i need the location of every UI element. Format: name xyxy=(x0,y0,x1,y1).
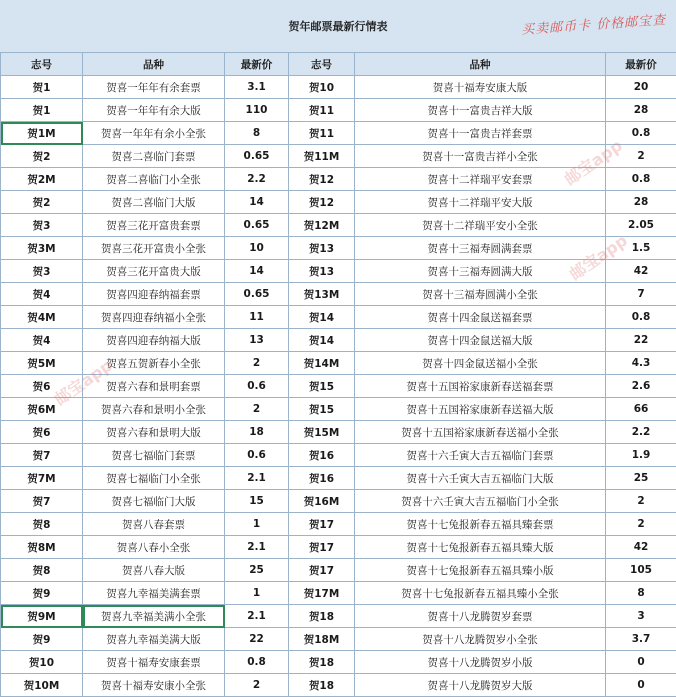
stamp-variety-cell: 贺喜九幸福美满套票 xyxy=(83,582,225,605)
table-body xyxy=(1,76,676,697)
price-cell: 110 xyxy=(225,99,289,122)
stamp-variety-cell: 贺喜九幸福美满小全张 xyxy=(83,605,225,628)
stamp-variety-cell: 贺喜一年年有余套票 xyxy=(83,76,225,99)
watermark: 邮宝app xyxy=(559,133,626,190)
stamp-code-cell: 贺8 xyxy=(1,559,83,582)
stamp-variety-cell: 贺喜十八龙腾贺岁套票 xyxy=(355,605,606,628)
price-cell: 2.2 xyxy=(606,421,676,444)
table-row xyxy=(1,513,676,536)
price-cell: 2 xyxy=(225,674,289,697)
price-cell: 0.65 xyxy=(225,214,289,237)
stamp-variety-cell: 贺喜七福临门小全张 xyxy=(83,467,225,490)
stamp-variety-cell: 贺喜十二祥瑞平安大版 xyxy=(355,191,606,214)
price-cell: 2 xyxy=(606,513,676,536)
price-cell: 0.65 xyxy=(225,145,289,168)
price-cell: 66 xyxy=(606,398,676,421)
price-cell: 1.9 xyxy=(606,444,676,467)
stamp-code-cell: 贺13M xyxy=(289,283,355,306)
stamp-code-cell: 贺12M xyxy=(289,214,355,237)
stamp-code-cell: 贺18 xyxy=(289,651,355,674)
stamp-variety-cell: 贺喜四迎春纳福小全张 xyxy=(83,306,225,329)
table-row xyxy=(1,122,676,145)
stamp-variety-cell: 贺喜十二祥瑞平安套票 xyxy=(355,168,606,191)
stamp-variety-cell: 贺喜八春套票 xyxy=(83,513,225,536)
price-cell: 25 xyxy=(225,559,289,582)
stamp-code-cell: 贺7M xyxy=(1,467,83,490)
price-cell: 14 xyxy=(225,191,289,214)
stamp-variety-cell: 贺喜六春和景明套票 xyxy=(83,375,225,398)
stamp-variety-cell: 贺喜十七兔报新春五福具臻小全张 xyxy=(355,582,606,605)
stamp-code-cell: 贺15 xyxy=(289,375,355,398)
stamp-variety-cell: 贺喜十六壬寅大吉五福临门小全张 xyxy=(355,490,606,513)
stamp-code-cell: 贺15 xyxy=(289,398,355,421)
stamp-code-cell: 贺14 xyxy=(289,306,355,329)
stamp-variety-cell: 贺喜十一富贵吉祥小全张 xyxy=(355,145,606,168)
stamp-variety-cell: 贺喜十二祥瑞平安小全张 xyxy=(355,214,606,237)
table-row xyxy=(1,490,676,513)
price-header: 最新价 xyxy=(225,53,289,76)
stamp-variety-cell: 贺喜十八龙腾贺岁小版 xyxy=(355,651,606,674)
stamp-code-cell: 贺11 xyxy=(289,99,355,122)
stamp-variety-cell: 贺喜十一富贵吉祥大版 xyxy=(355,99,606,122)
stamp-variety-cell: 贺喜十四金鼠送福小全张 xyxy=(355,352,606,375)
price-cell: 22 xyxy=(606,329,676,352)
watermark: 邮宝app xyxy=(49,353,116,410)
table-row xyxy=(1,237,676,260)
stamp-code-cell: 贺17 xyxy=(289,513,355,536)
stamp-code-cell: 贺7 xyxy=(1,444,83,467)
stamp-code-cell: 贺4 xyxy=(1,283,83,306)
price-cell: 0 xyxy=(606,674,676,697)
price-cell: 28 xyxy=(606,191,676,214)
price-cell: 22 xyxy=(225,628,289,651)
table-row xyxy=(1,99,676,122)
price-cell: 0 xyxy=(606,651,676,674)
stamp-variety-cell: 贺喜六春和景明小全张 xyxy=(83,398,225,421)
table-row xyxy=(1,582,676,605)
stamp-variety-cell: 贺喜七福临门套票 xyxy=(83,444,225,467)
stamp-variety-cell: 贺喜十福寿安康套票 xyxy=(83,651,225,674)
price-cell: 20 xyxy=(606,76,676,99)
price-table xyxy=(0,52,676,697)
table-row xyxy=(1,76,676,99)
stamp-variety-cell: 贺喜八春大版 xyxy=(83,559,225,582)
stamp-code-cell: 贺17 xyxy=(289,559,355,582)
stamp-code-cell: 贺9 xyxy=(1,582,83,605)
table-row xyxy=(1,651,676,674)
stamp-code-cell: 贺10 xyxy=(289,76,355,99)
price-cell: 2.6 xyxy=(606,375,676,398)
stamp-variety-cell: 贺喜十五国裕家康新春送福小全张 xyxy=(355,421,606,444)
table-row xyxy=(1,352,676,375)
stamp-variety-cell: 贺喜十六壬寅大吉五福临门大版 xyxy=(355,467,606,490)
stamp-code-cell: 贺18 xyxy=(289,605,355,628)
price-cell: 3.1 xyxy=(225,76,289,99)
stamp-variety-cell: 贺喜十五国裕家康新春送福大版 xyxy=(355,398,606,421)
price-cell: 2.1 xyxy=(225,536,289,559)
stamp-variety-cell: 贺喜十七兔报新春五福具臻套票 xyxy=(355,513,606,536)
stamp-code-cell: 贺2M xyxy=(1,168,83,191)
price-cell: 8 xyxy=(606,582,676,605)
price-cell: 105 xyxy=(606,559,676,582)
price-cell: 2.2 xyxy=(225,168,289,191)
stamp-variety-cell: 贺喜二喜临门小全张 xyxy=(83,168,225,191)
title-row xyxy=(0,0,676,53)
stamp-code-cell: 贺9M xyxy=(1,605,83,628)
table-row xyxy=(1,467,676,490)
stamp-variety-cell: 贺喜十三福寿圆满大版 xyxy=(355,260,606,283)
stamp-variety-cell: 贺喜四迎春纳福大版 xyxy=(83,329,225,352)
table-row xyxy=(1,260,676,283)
stamp-variety-cell: 贺喜十三福寿圆满小全张 xyxy=(355,283,606,306)
stamp-variety-cell: 贺喜一年年有余小全张 xyxy=(83,122,225,145)
table-row xyxy=(1,674,676,697)
watermark: 邮宝app xyxy=(564,228,631,285)
price-cell: 0.8 xyxy=(606,168,676,191)
price-cell: 2.1 xyxy=(225,467,289,490)
code-header: 志号 xyxy=(289,53,355,76)
variety-header: 品种 xyxy=(83,53,225,76)
stamp-variety-cell: 贺喜二喜临门套票 xyxy=(83,145,225,168)
stamp-code-cell: 贺5M xyxy=(1,352,83,375)
stamp-code-cell: 贺10 xyxy=(1,651,83,674)
table-row xyxy=(1,421,676,444)
stamp-variety-cell: 贺喜十八龙腾贺岁小全张 xyxy=(355,628,606,651)
price-cell: 0.6 xyxy=(225,375,289,398)
stamp-variety-cell: 贺喜二喜临门大版 xyxy=(83,191,225,214)
stamp-code-cell: 贺15M xyxy=(289,421,355,444)
stamp-variety-cell: 贺喜九幸福美满大版 xyxy=(83,628,225,651)
price-cell: 3 xyxy=(606,605,676,628)
stamp-variety-cell: 贺喜七福临门大版 xyxy=(83,490,225,513)
price-cell: 15 xyxy=(225,490,289,513)
stamp-variety-cell: 贺喜十六壬寅大吉五福临门套票 xyxy=(355,444,606,467)
price-cell: 1 xyxy=(225,582,289,605)
stamp-code-cell: 贺3 xyxy=(1,260,83,283)
table-row xyxy=(1,329,676,352)
stamp-code-cell: 贺6 xyxy=(1,421,83,444)
stamp-code-cell: 贺13 xyxy=(289,260,355,283)
stamp-code-cell: 贺11 xyxy=(289,122,355,145)
table-row xyxy=(1,605,676,628)
stamp-code-cell: 贺2 xyxy=(1,145,83,168)
stamp-code-cell: 贺6 xyxy=(1,375,83,398)
stamp-variety-cell: 贺喜十三福寿圆满套票 xyxy=(355,237,606,260)
stamp-variety-cell: 贺喜十一富贵吉祥套票 xyxy=(355,122,606,145)
stamp-code-cell: 贺16 xyxy=(289,444,355,467)
table-row xyxy=(1,283,676,306)
stamp-variety-cell: 贺喜三花开富贵大版 xyxy=(83,260,225,283)
price-cell: 0.8 xyxy=(606,122,676,145)
price-cell: 0.65 xyxy=(225,283,289,306)
price-cell: 7 xyxy=(606,283,676,306)
price-cell: 4.3 xyxy=(606,352,676,375)
price-cell: 11 xyxy=(225,306,289,329)
price-cell: 18 xyxy=(225,421,289,444)
stamp-variety-cell: 贺喜六春和景明大版 xyxy=(83,421,225,444)
stamp-code-cell: 贺13 xyxy=(289,237,355,260)
stamp-variety-cell: 贺喜十七兔报新春五福具臻小版 xyxy=(355,559,606,582)
price-cell: 42 xyxy=(606,536,676,559)
stamp-code-cell: 贺12 xyxy=(289,191,355,214)
stamp-code-cell: 贺8 xyxy=(1,513,83,536)
stamp-variety-cell: 贺喜四迎春纳福套票 xyxy=(83,283,225,306)
sheet-title: 贺年邮票最新行情表 xyxy=(0,18,676,34)
table-row xyxy=(1,536,676,559)
stamp-variety-cell: 贺喜十五国裕家康新春送福套票 xyxy=(355,375,606,398)
stamp-code-cell: 贺1 xyxy=(1,76,83,99)
stamp-code-cell: 贺11M xyxy=(289,145,355,168)
table-row xyxy=(1,306,676,329)
price-cell: 13 xyxy=(225,329,289,352)
price-cell: 0.8 xyxy=(606,306,676,329)
table-row xyxy=(1,444,676,467)
price-cell: 2.05 xyxy=(606,214,676,237)
stamp-variety-cell: 贺喜三花开富贵小全张 xyxy=(83,237,225,260)
price-cell: 14 xyxy=(225,260,289,283)
stamp-code-cell: 贺16M xyxy=(289,490,355,513)
stamp-code-cell: 贺17 xyxy=(289,536,355,559)
stamp-code-cell: 贺1 xyxy=(1,99,83,122)
price-cell: 1.5 xyxy=(606,237,676,260)
stamp-variety-cell: 贺喜十福寿安康小全张 xyxy=(83,674,225,697)
table-row xyxy=(1,398,676,421)
stamp-variety-cell: 贺喜十四金鼠送福大版 xyxy=(355,329,606,352)
stamp-code-cell: 贺18M xyxy=(289,628,355,651)
stamp-code-cell: 贺14M xyxy=(289,352,355,375)
table-row xyxy=(1,375,676,398)
stamp-code-cell: 贺6M xyxy=(1,398,83,421)
price-cell: 1 xyxy=(225,513,289,536)
stamp-code-cell: 贺18 xyxy=(289,674,355,697)
stamp-code-cell: 贺14 xyxy=(289,329,355,352)
price-header: 最新价 xyxy=(606,53,676,76)
stamp-code-cell: 贺3M xyxy=(1,237,83,260)
stamp-variety-cell: 贺喜一年年有余大版 xyxy=(83,99,225,122)
stamp-text: 买卖邮币卡 价格邮宝查 xyxy=(520,9,666,38)
price-cell: 2 xyxy=(225,352,289,375)
table-row xyxy=(1,191,676,214)
stamp-variety-cell: 贺喜五贺新春小全张 xyxy=(83,352,225,375)
variety-header: 品种 xyxy=(355,53,606,76)
stamp-variety-cell: 贺喜十七兔报新春五福具臻大版 xyxy=(355,536,606,559)
code-header: 志号 xyxy=(1,53,83,76)
stamp-code-cell: 贺8M xyxy=(1,536,83,559)
stamp-code-cell: 贺10M xyxy=(1,674,83,697)
stamp-code-cell: 贺7 xyxy=(1,490,83,513)
stamp-variety-cell: 贺喜十八龙腾贺岁大版 xyxy=(355,674,606,697)
stamp-code-cell: 贺9 xyxy=(1,628,83,651)
stamp-variety-cell: 贺喜八春小全张 xyxy=(83,536,225,559)
stamp-variety-cell: 贺喜三花开富贵套票 xyxy=(83,214,225,237)
stamp-code-cell: 贺1M xyxy=(1,122,83,145)
stamp-code-cell: 贺4 xyxy=(1,329,83,352)
header-row xyxy=(1,53,676,76)
table-row xyxy=(1,214,676,237)
price-cell: 28 xyxy=(606,99,676,122)
price-cell: 0.6 xyxy=(225,444,289,467)
table-row xyxy=(1,628,676,651)
price-cell: 3.7 xyxy=(606,628,676,651)
stamp-code-cell: 贺17M xyxy=(289,582,355,605)
stamp-code-cell: 贺16 xyxy=(289,467,355,490)
table-row xyxy=(1,145,676,168)
table-row xyxy=(1,559,676,582)
stamp-code-cell: 贺3 xyxy=(1,214,83,237)
price-cell: 2 xyxy=(606,490,676,513)
stamp-variety-cell: 贺喜十福寿安康大版 xyxy=(355,76,606,99)
price-cell: 10 xyxy=(225,237,289,260)
stamp-variety-cell: 贺喜十四金鼠送福套票 xyxy=(355,306,606,329)
price-cell: 2 xyxy=(225,398,289,421)
price-cell: 0.8 xyxy=(225,651,289,674)
price-cell: 42 xyxy=(606,260,676,283)
price-cell: 2.1 xyxy=(225,605,289,628)
table-row xyxy=(1,168,676,191)
price-cell: 8 xyxy=(225,122,289,145)
stamp-code-cell: 贺4M xyxy=(1,306,83,329)
stamp-code-cell: 贺12 xyxy=(289,168,355,191)
stamp-code-cell: 贺2 xyxy=(1,191,83,214)
price-cell: 25 xyxy=(606,467,676,490)
price-cell: 2 xyxy=(606,145,676,168)
